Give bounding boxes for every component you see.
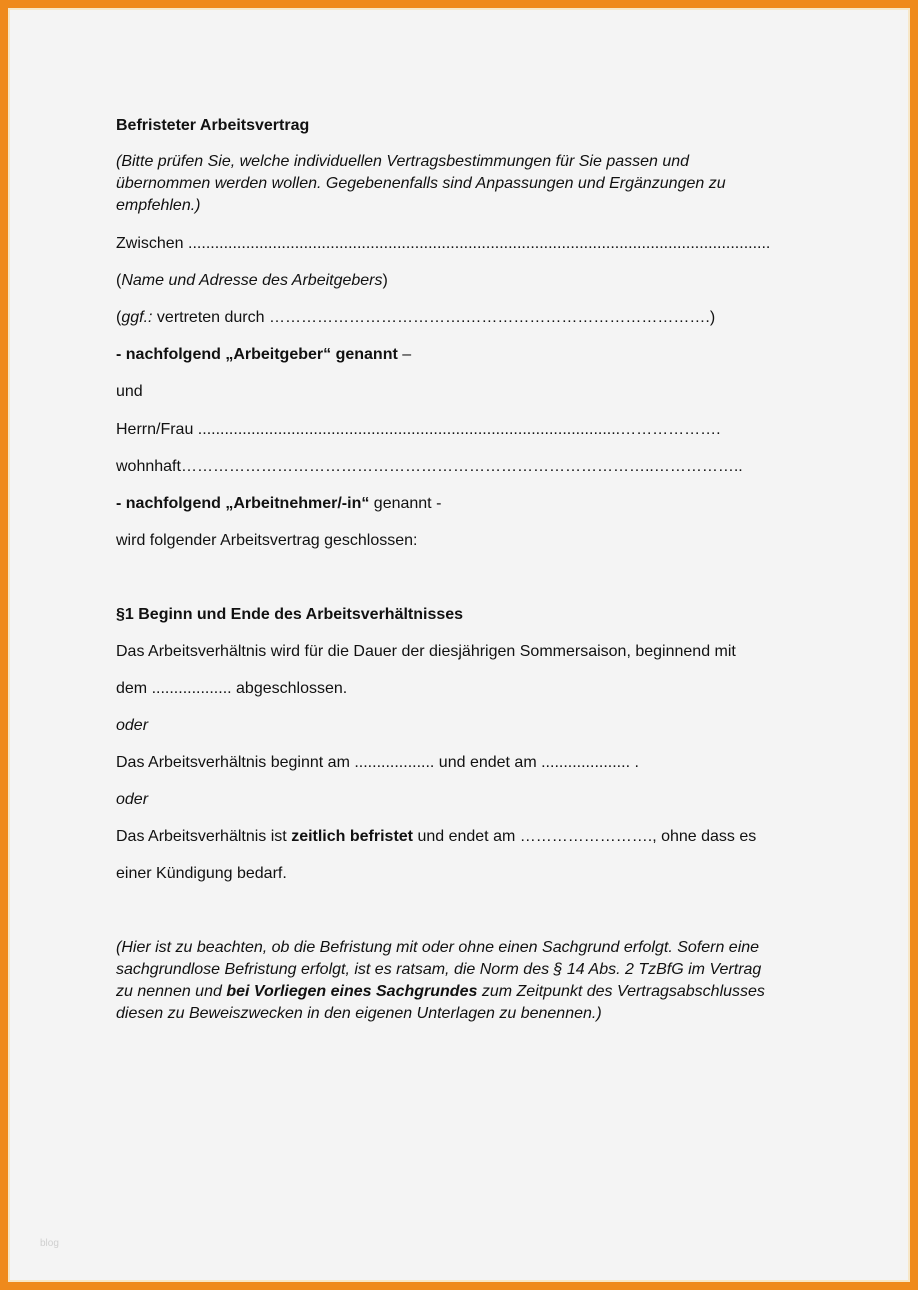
document-title: Befristeter Arbeitsvertrag bbox=[116, 117, 310, 134]
oder-separator-1: oder bbox=[116, 717, 149, 734]
option-1-line-2: dem .................. abgeschlossen. bbox=[116, 680, 348, 697]
employer-hint: Name und Adresse des Arbeitgebers bbox=[121, 272, 383, 289]
zwischen-blank-field: ................................................................................................................................... bbox=[188, 235, 771, 252]
und-line: und bbox=[116, 383, 143, 400]
option-3-bold: zeitlich befristet bbox=[291, 828, 413, 845]
zwischen-line bbox=[116, 234, 770, 254]
employee-line bbox=[116, 420, 721, 440]
conclusion-line: wird folgender Arbeitsvertrag geschlossen: bbox=[116, 532, 418, 549]
residence-label: wohnhaft bbox=[116, 458, 181, 475]
option-3-line-1 bbox=[116, 827, 756, 847]
represented-blank-field: ……………………………….……………………………………….) bbox=[268, 309, 716, 326]
note-line-2: sachgrundlose Befristung erfolgt, ist es ratsam, die Norm des § 14 Abs. 2 TzBfG im Vertrag bbox=[116, 961, 762, 978]
employee-designation-tail: genannt - bbox=[369, 495, 442, 512]
note-line-3-post: zum Zeitpunkt des Vertragsabschlusses bbox=[477, 983, 765, 1000]
employee-designation bbox=[116, 494, 441, 514]
represented-line bbox=[116, 308, 715, 328]
option-1-line-1: Das Arbeitsverhältnis wird für die Dauer der diesjährigen Sommersaison, beginnend mit bbox=[116, 643, 736, 660]
option-3-line-2: einer Kündigung bedarf. bbox=[116, 865, 287, 882]
option-3-post: und endet am ……………………., ohne dass es bbox=[413, 828, 757, 845]
employee-designation-bold: - nachfolgend „Arbeitnehmer/-in“ bbox=[116, 495, 370, 512]
employee-label: Herrn/Frau bbox=[116, 421, 194, 438]
oder-separator-2: oder bbox=[116, 791, 149, 808]
represented-label: vertreten durch bbox=[152, 309, 269, 326]
paren-open: ( bbox=[116, 309, 122, 326]
intro-note-line-3: empfehlen.) bbox=[116, 197, 201, 214]
employer-designation bbox=[116, 345, 411, 365]
option-3-pre: Das Arbeitsverhältnis ist bbox=[116, 828, 292, 845]
note-line-3 bbox=[116, 982, 765, 1002]
employer-hint-line bbox=[116, 271, 388, 291]
note-line-4: diesen zu Beweiszwecken in den eigenen Unterlagen zu benennen.) bbox=[116, 1005, 602, 1022]
employer-designation-bold: - nachfolgend „Arbeitgeber“ genannt bbox=[116, 346, 398, 363]
paren-close: ) bbox=[382, 272, 388, 289]
employee-blank-field: ...............................................................................................………………. bbox=[193, 421, 721, 438]
intro-note-line-2: übernommen werden wollen. Gegebenenfalls sind Anpassungen und Ergänzungen zu bbox=[116, 175, 726, 192]
watermark-text: blog bbox=[40, 1238, 59, 1249]
note-line-3-bold: bei Vorliegen eines Sachgrundes bbox=[226, 983, 478, 1000]
residence-line bbox=[116, 457, 743, 477]
employer-designation-tail: – bbox=[397, 346, 412, 363]
paren-open: ( bbox=[116, 272, 122, 289]
residence-blank-field: ……………………………………………………………………………..…………….. bbox=[180, 458, 743, 475]
zwischen-label: Zwischen bbox=[116, 235, 184, 252]
intro-note-line-1: (Bitte prüfen Sie, welche individuellen Vertragsbestimmungen für Sie passen und bbox=[116, 153, 690, 170]
section-1-heading: §1 Beginn und Ende des Arbeitsverhältnisses bbox=[116, 606, 464, 623]
note-line-3-pre: zu nennen und bbox=[116, 983, 227, 1000]
ggf-label: ggf.: bbox=[121, 309, 153, 326]
option-2-line: Das Arbeitsverhältnis beginnt am .................. und endet am .................... . bbox=[116, 754, 639, 771]
note-line-1: (Hier ist zu beachten, ob die Befristung mit oder ohne einen Sachgrund erfolgt. Sofern eine bbox=[116, 939, 760, 956]
